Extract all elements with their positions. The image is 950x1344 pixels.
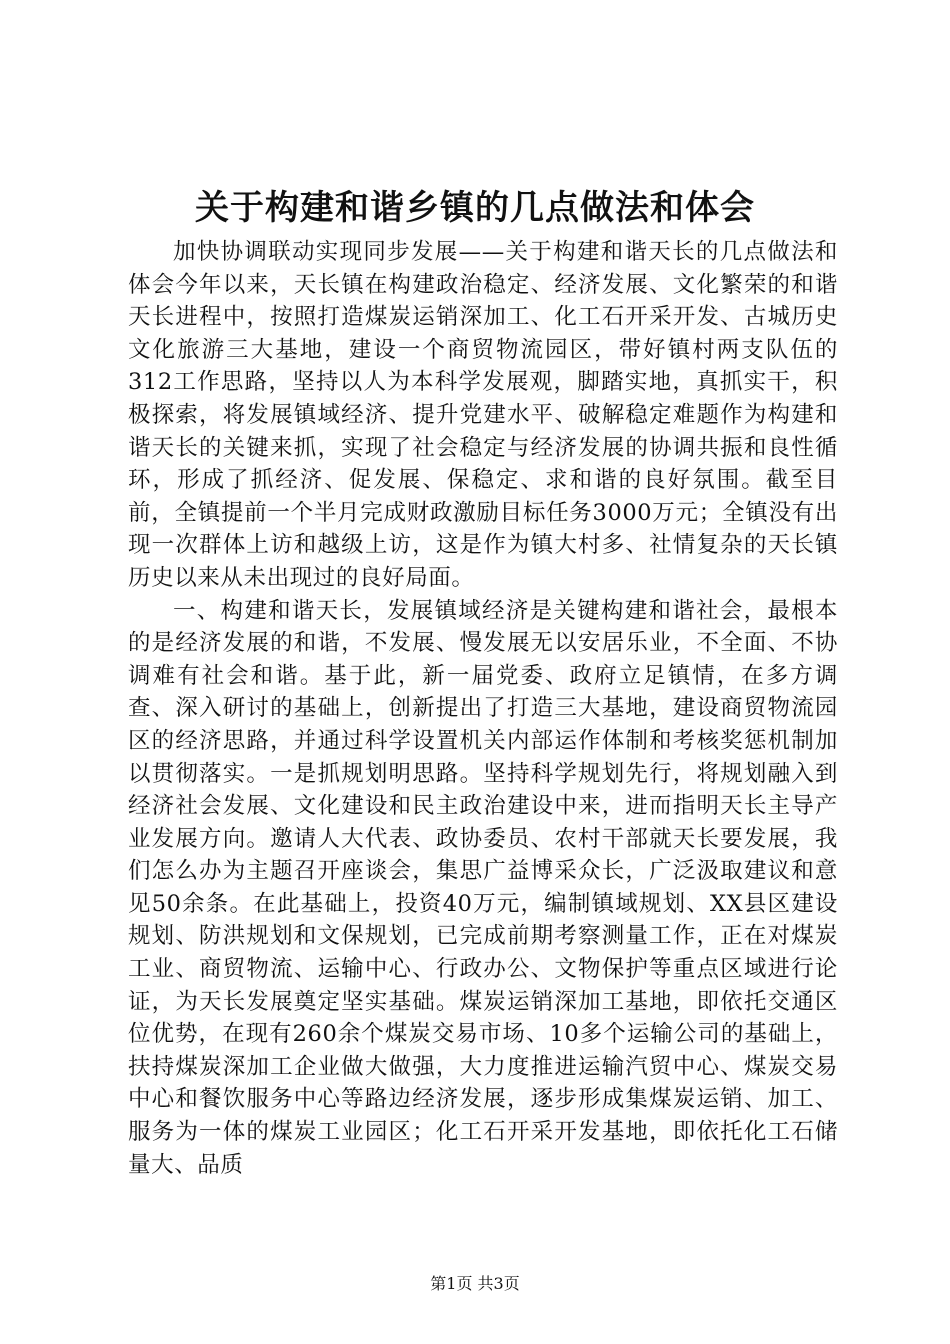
document-title: 关于构建和谐乡镇的几点做法和体会 bbox=[195, 188, 755, 228]
paragraph-section-one: 一、构建和谐天长，发展镇域经济是关键构建和谐社会，最根本的是经济发展的和谐，不发展、慢发展无以安居乐业，不全面、不协调难有社会和谐。基于此，新一届党委、政府立足镇情，在多方调查、深入研讨的基础上，创新提出了打造三大基地，建设商贸物流园区的经济思路，并通过科学设置机关内部运作体制和考核奖惩机制加以贯彻落实。一是抓规划明思路。坚持科学规划先行，将规划融入到经济社会发展、文化建设和民主政治建设中来，进而指明天长主导产业发展方向。邀请人大代表、政协委员、农村干部就天长要发展，我们怎么办为主题召开座谈会，集思广益博采众长，广泛汲取建议和意见50余条。在此基础上，投资40万元，编制镇域规划、XX县区建设规划、防洪规划和文保规划，已完成前期考察测量工作，正在对煤炭工业、商贸物流、运输中心、行政办公、文物保护等重点区域进行论证，为天长发展奠定坚实基础。煤炭运销深加工基地，即依托交通区位优势，在现有260余个煤炭交易市场、10多个运输公司的基础上，扶持煤炭深加工企业做大做强，大力度推进运输汽贸中心、煤炭交易中心和餐饮服务中心等路边经济发展，逐步形成集煤炭运销、加工、服务为一体的煤炭工业园区；化工石开采开发基地，即依托化工石储量大、品质 bbox=[128, 597, 838, 1178]
page-number-footer: 第1页 共3页 bbox=[430, 1274, 520, 1293]
document-body bbox=[128, 236, 838, 1181]
paragraph-intro: 加快协调联动实现同步发展——关于构建和谐天长的几点做法和体会今年以来，天长镇在构建政治稳定、经济发展、文化繁荣的和谐天长进程中，按照打造煤炭运销深加工、化工石开采开发、古城历史文化旅游三大基地，建设一个商贸物流园区，带好镇村两支队伍的312工作思路，坚持以人为本科学发展观，脚踏实地，真抓实干，积极探索，将发展镇域经济、提升党建水平、破解稳定难题作为构建和谐天长的关键来抓，实现了社会稳定与经济发展的协调共振和良性循环，形成了抓经济、促发展、保稳定、求和谐的良好氛围。截至目前，全镇提前一个半月完成财政激励目标任务3000万元；全镇没有出现一次群体上访和越级上访，这是作为镇大村多、社情复杂的天长镇历史以来从未出现过的良好局面。 bbox=[128, 239, 838, 591]
